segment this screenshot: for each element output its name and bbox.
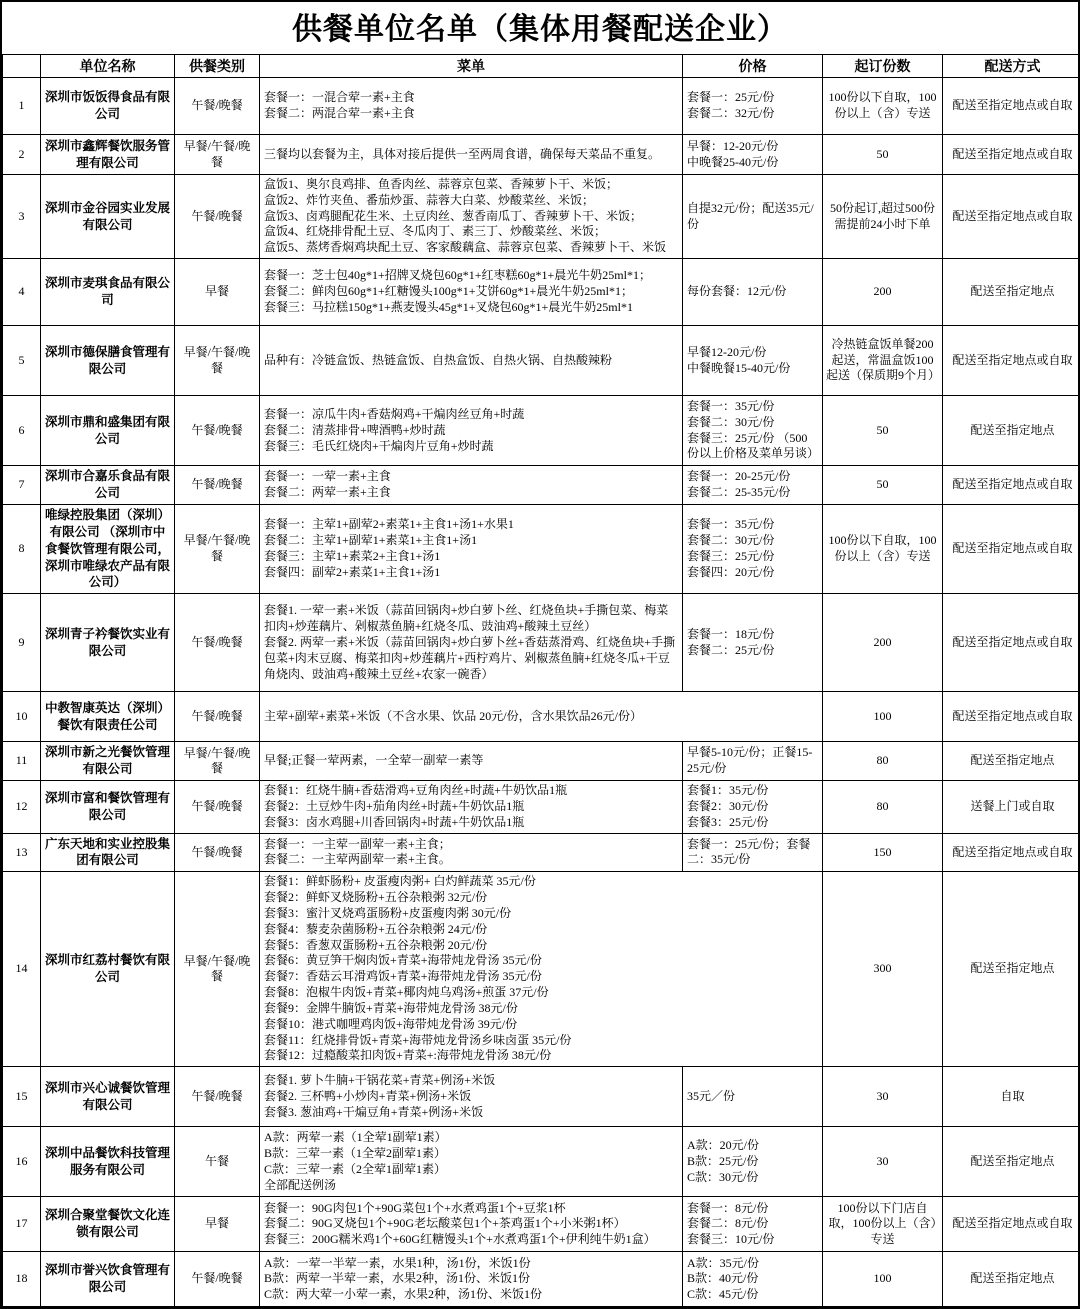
company-name-cell: 深圳合聚堂餐饮文化连锁有限公司 xyxy=(41,1197,175,1252)
row-number-cell: 6 xyxy=(3,396,41,466)
menu-cell: A款：两荤一素（1全荤1副荤1素） B款：三荤一素（1全荤2副荤1素） C款：三荤一素（2全荤1副荤1素） 全部配送例汤 xyxy=(260,1127,683,1197)
price-cell: 套餐1：35元/份 套餐2：30元/份 套餐3：25元/份 xyxy=(683,781,823,833)
company-name-cell: 深圳市饭饭得食品有限公司 xyxy=(41,78,175,135)
company-name-cell: 深圳青子衿餐饮实业有限公司 xyxy=(41,594,175,692)
header-price: 价格 xyxy=(683,55,823,78)
price-cell: 套餐一：25元/份；套餐二：35元/份 xyxy=(683,833,823,872)
menu-cell: 套餐一：主荤1+副荤2+素菜1+主食1+汤1+水果1 套餐二：主荤1+副荤1+素菜1+主食1+汤1 套餐三：主荤1+素菜2+主食1+汤1 套餐四：副荤2+素菜1+主食1+汤1 xyxy=(260,504,683,593)
meal-category-cell: 午餐/晚餐 xyxy=(175,396,260,466)
meal-category-cell: 午餐/晚餐 xyxy=(175,1252,260,1307)
company-name-cell: 深圳市誉兴饮食管理有限公司 xyxy=(41,1252,175,1307)
menu-cell: 套餐1. 一荤一素+米饭（蒜苗回锅肉+炒白萝卜丝、红烧鱼块+手撕包菜、梅菜扣肉+炒莲藕片、剁椒蒸鱼腩+红烧冬瓜、豉油鸡+酸辣土豆丝） 套餐2. 两荤一素+米饭（蒜苗回锅肉+炒白萝卜丝+香菇蒸滑鸡、红烧鱼块+手撕包菜+肉末豆腐、梅菜扣肉+炒莲藕片+西柠鸡片、剁椒蒸鱼腩+红烧冬瓜+干豆角烧肉、豉油鸡+酸辣土豆丝+农家一碗香） xyxy=(260,594,683,692)
price-cell: A款：35元/份 B款：40元/份 C款：45元/份 xyxy=(683,1252,823,1307)
price-cell: 套餐一：25元/份 套餐二：32元/份 xyxy=(683,78,823,135)
menu-cell: A款：一荤一半荤一素，水果1种，汤1份，米饭1份 B款：两荤一半荤一素，水果2种，汤1份、米饭1份 C款：两大荤一小荤一素，水果2种，汤1份、米饭1份 xyxy=(260,1252,683,1307)
delivery-cell: 配送至指定地点或自取 xyxy=(943,175,1080,259)
table-row xyxy=(3,135,1080,175)
delivery-cell: 配送至指定地点 xyxy=(943,872,1080,1067)
min-order-cell: 30 xyxy=(823,1127,943,1197)
min-order-cell: 80 xyxy=(823,781,943,833)
delivery-cell: 配送至指定地点或自取 xyxy=(943,326,1080,396)
table-row xyxy=(3,1197,1080,1252)
meal-category-cell: 早餐 xyxy=(175,259,260,326)
company-name-cell: 深圳市新之光餐饮管理有限公司 xyxy=(41,742,175,781)
row-number-cell: 15 xyxy=(3,1067,41,1127)
table-row xyxy=(3,692,1080,742)
company-name-cell: 深圳市兴心诚餐饮管理有限公司 xyxy=(41,1067,175,1127)
price-cell: 套餐一：35元/份 套餐二：30元/份 套餐三：25元/份 套餐四：20元/份 xyxy=(683,504,823,593)
min-order-cell: 50 xyxy=(823,466,943,505)
meal-category-cell: 午餐/晚餐 xyxy=(175,78,260,135)
delivery-cell: 送餐上门或自取 xyxy=(943,781,1080,833)
min-order-cell: 100 xyxy=(823,692,943,742)
meal-category-cell: 午餐/晚餐 xyxy=(175,781,260,833)
company-name-cell: 深圳市麦琪食品有限公司 xyxy=(41,259,175,326)
price-cell: 套餐一：20-25元/份 套餐二：25-35元/份 xyxy=(683,466,823,505)
header-delivery: 配送方式 xyxy=(943,55,1080,78)
delivery-cell: 配送至指定地点 xyxy=(943,742,1080,781)
delivery-cell: 配送至指定地点或自取 xyxy=(943,78,1080,135)
table-row xyxy=(3,504,1080,593)
min-order-cell: 50 xyxy=(823,396,943,466)
meal-category-cell: 早餐/午餐/晚餐 xyxy=(175,504,260,593)
min-order-cell: 100 xyxy=(823,1252,943,1307)
menu-cell: 套餐1：鲜虾肠粉+ 皮蛋瘦肉粥+ 白灼鲜蔬菜 35元/份 套餐2：鲜虾叉烧肠粉+五谷杂粮粥 32元/份 套餐3：蜜汁叉烧鸡蛋肠粉+皮蛋瘦肉粥 30元/份 套餐4：藜麦杂菌肠粉+五谷杂粮粥 24元/份 套餐5：香葱双蛋肠粉+五谷杂粮粥 20元/份 套餐6：黄豆笋干焖肉饭+青菜+海带炖龙骨汤 35元/份 套餐7：香菇云耳滑鸡饭+青菜+海带炖龙骨汤 35元/份 套餐8：泡椒牛肉饭+青菜+椰肉炖乌鸡汤+煎蛋 37元/份 套餐9：金牌牛腩饭+青菜+海带炖龙骨汤 38元/份 套餐10：港式咖哩鸡肉饭+海带炖龙骨汤 39元/份 套餐11：红烧排骨饭+青菜+海带炖龙骨汤乡味卤蛋 35元/份 套餐12：过瘾酸菜扣肉饭+青菜+:海带炖龙骨汤 38元/份 xyxy=(260,872,823,1067)
row-number-cell: 7 xyxy=(3,466,41,505)
table-row xyxy=(3,396,1080,466)
table-row xyxy=(3,1067,1080,1127)
delivery-cell: 配送至指定地点或自取 xyxy=(943,466,1080,505)
table-row xyxy=(3,1252,1080,1307)
meal-category-cell: 午餐/晚餐 xyxy=(175,466,260,505)
company-name-cell: 广东天地和实业控股集团有限公司 xyxy=(41,833,175,872)
delivery-cell: 配送至指定地点或自取 xyxy=(943,692,1080,742)
company-name-cell: 中教智康英达（深圳）餐饮有限责任公司 xyxy=(41,692,175,742)
min-order-cell: 30 xyxy=(823,1067,943,1127)
row-number-cell: 3 xyxy=(3,175,41,259)
meal-category-cell: 午餐/晚餐 xyxy=(175,692,260,742)
table-row xyxy=(3,466,1080,505)
price-cell: 自提32元/份；配送35元/份 xyxy=(683,175,823,259)
menu-cell: 套餐一：凉瓜牛肉+香菇焖鸡+干煸肉丝豆角+时蔬 套餐二：清蒸排骨+啤酒鸭+炒时蔬 套餐三：毛氏红烧肉+干煸肉片豆角+炒时蔬 xyxy=(260,396,683,466)
row-number-cell: 8 xyxy=(3,504,41,593)
min-order-cell: 100份以下门店自取，100份以上（含）专送 xyxy=(823,1197,943,1252)
row-number-cell: 11 xyxy=(3,742,41,781)
meal-category-cell: 午餐/晚餐 xyxy=(175,175,260,259)
menu-cell: 盒饭1、奥尔良鸡排、鱼香肉丝、蒜蓉京包菜、香辣萝卜干、米饭； 盒饭2、炸竹夹鱼、番茄炒蛋、蒜蓉大白菜、炒酸菜丝、米饭； 盒饭3、卤鸡腿配花生米、土豆肉丝、葱香南瓜丁、香辣萝卜干、米饭； 盒饭4、红烧排骨配土豆、冬瓜肉丁、素三丁、炒酸菜丝、米饭； 盒饭5、蒸烤香焖鸡块配土豆、客家酸藕盒、蒜蓉京包菜、香辣萝卜干、米饭 xyxy=(260,175,683,259)
company-name-cell: 深圳市富和餐饮管理有限公司 xyxy=(41,781,175,833)
table-row xyxy=(3,78,1080,135)
menu-cell: 套餐1：红烧牛腩+香菇滑鸡+豆角肉丝+时蔬+牛奶饮品1瓶 套餐2：土豆炒牛肉+茄角肉丝+时蔬+牛奶饮品1瓶 套餐3：卤水鸡腿+川香回锅肉+时蔬+牛奶饮品1瓶 xyxy=(260,781,683,833)
price-cell: 早餐5-10元/份；正餐15-25元/份 xyxy=(683,742,823,781)
delivery-cell: 配送至指定地点或自取 xyxy=(943,833,1080,872)
company-name-cell: 深圳市鑫辉餐饮服务管理有限公司 xyxy=(41,135,175,175)
menu-cell: 套餐一：一混合荤一素+主食 套餐二：两混合荤一素+主食 xyxy=(260,78,683,135)
table-row xyxy=(3,781,1080,833)
table-row xyxy=(3,259,1080,326)
delivery-cell: 自取 xyxy=(943,1067,1080,1127)
delivery-cell: 配送至指定地点或自取 xyxy=(943,1197,1080,1252)
delivery-cell: 配送至指定地点或自取 xyxy=(943,504,1080,593)
row-number-cell: 13 xyxy=(3,833,41,872)
meal-category-cell: 早餐 xyxy=(175,1197,260,1252)
menu-cell: 套餐一：一荤一素+主食 套餐二：两荤一素+主食 xyxy=(260,466,683,505)
min-order-cell: 冷热链盒饭单餐200起送，常温盒饭100起送（保质期9个月） xyxy=(823,326,943,396)
delivery-cell: 配送至指定地点或自取 xyxy=(943,135,1080,175)
menu-cell: 品种有：冷链盒饭、热链盒饭、自热盒饭、自热火锅、自热酸辣粉 xyxy=(260,326,683,396)
company-name-cell: 深圳市红荔村餐饮有限公司 xyxy=(41,872,175,1067)
header-row xyxy=(3,55,1080,78)
min-order-cell: 100份以下自取，100份以上（含）专送 xyxy=(823,504,943,593)
delivery-cell: 配送至指定地点 xyxy=(943,1127,1080,1197)
price-cell: 套餐一：18元/份 套餐二：25元/份 xyxy=(683,594,823,692)
table-row xyxy=(3,175,1080,259)
price-cell: A款：20元/份 B款：25元/份 C款：30元/份 xyxy=(683,1127,823,1197)
suppliers-table xyxy=(2,54,1080,1307)
company-name-cell: 深圳市鼎和盛集团有限公司 xyxy=(41,396,175,466)
row-number-cell: 12 xyxy=(3,781,41,833)
menu-cell: 早餐;正餐一荤两素，一全荤一副荤一素等 xyxy=(260,742,683,781)
delivery-cell: 配送至指定地点 xyxy=(943,396,1080,466)
meal-category-cell: 早餐/午餐/晚餐 xyxy=(175,326,260,396)
row-number-cell: 14 xyxy=(3,872,41,1067)
row-number-cell: 17 xyxy=(3,1197,41,1252)
delivery-cell: 配送至指定地点 xyxy=(943,259,1080,326)
meal-category-cell: 午餐/晚餐 xyxy=(175,1067,260,1127)
min-order-cell: 50份起订,超过500份需提前24小时下单 xyxy=(823,175,943,259)
company-name-cell: 唯绿控股集团（深圳）有限公司 （深圳市中食餐饮管理有限公司，深圳市唯绿农产品有限公司） xyxy=(41,504,175,593)
header-menu: 菜单 xyxy=(260,55,683,78)
price-cell: 早餐：12-20元/份 中晚餐25-40元/份 xyxy=(683,135,823,175)
menu-cell: 套餐一：一主荤一副荤一素+主食； 套餐二：一主荤两副荤一素+主食。 xyxy=(260,833,683,872)
row-number-cell: 1 xyxy=(3,78,41,135)
price-cell: 35元／份 xyxy=(683,1067,823,1127)
table-row xyxy=(3,742,1080,781)
company-name-cell: 深圳市德保膳食管理有限公司 xyxy=(41,326,175,396)
row-number-cell: 10 xyxy=(3,692,41,742)
min-order-cell: 300 xyxy=(823,872,943,1067)
delivery-cell: 配送至指定地点 xyxy=(943,1252,1080,1307)
company-name-cell: 深圳市金谷园实业发展有限公司 xyxy=(41,175,175,259)
price-cell: 每份套餐：12元/份 xyxy=(683,259,823,326)
min-order-cell: 200 xyxy=(823,259,943,326)
company-name-cell: 深圳中品餐饮科技管理服务有限公司 xyxy=(41,1127,175,1197)
header-unit-name: 单位名称 xyxy=(41,55,175,78)
menu-cell: 三餐均以套餐为主，具体对接后提供一至两周食谱，确保每天菜品不重复。 xyxy=(260,135,683,175)
row-number-cell: 9 xyxy=(3,594,41,692)
min-order-cell: 150 xyxy=(823,833,943,872)
price-cell: 套餐一：35元/份 套餐二：30元/份 套餐三：25元/份 （500份以上价格及菜单另谈） xyxy=(683,396,823,466)
table-row xyxy=(3,872,1080,1067)
row-number-cell: 16 xyxy=(3,1127,41,1197)
header-min-order: 起订份数 xyxy=(823,55,943,78)
delivery-cell: 配送至指定地点或自取 xyxy=(943,594,1080,692)
min-order-cell: 50 xyxy=(823,135,943,175)
menu-cell: 主荤+副荤+素菜+米饭（不含水果、饮品 20元/份，含水果饮品26元/份） xyxy=(260,692,823,742)
menu-cell: 套餐一：芝士包40g*1+招牌叉烧包60g*1+红枣糕60g*1+晨光牛奶25ml*1； 套餐二：鲜肉包60g*1+红糖馒头100g*1+艾饼60g*1+晨光牛奶25ml*1； 套餐三：马拉糕150g*1+燕麦馒头45g*1+叉烧包60g*1+晨光牛奶25ml*1 xyxy=(260,259,683,326)
meal-category-cell: 早餐/午餐/晚餐 xyxy=(175,872,260,1067)
price-cell: 套餐一：8元/份 套餐二：8元/份 套餐三：10元/份 xyxy=(683,1197,823,1252)
min-order-cell: 100份以下自取，100份以上（含）专送 xyxy=(823,78,943,135)
header-meal-category: 供餐类别 xyxy=(175,55,260,78)
table-row xyxy=(3,833,1080,872)
table-row xyxy=(3,326,1080,396)
min-order-cell: 200 xyxy=(823,594,943,692)
meal-category-cell: 午餐/晚餐 xyxy=(175,594,260,692)
price-cell: 早餐12-20元/份 中餐晚餐15-40元/份 xyxy=(683,326,823,396)
company-name-cell: 深圳市合嘉乐食品有限公司 xyxy=(41,466,175,505)
meal-category-cell: 早餐/午餐/晚餐 xyxy=(175,135,260,175)
row-number-cell: 18 xyxy=(3,1252,41,1307)
table-row xyxy=(3,594,1080,692)
header-index xyxy=(3,55,41,78)
row-number-cell: 2 xyxy=(3,135,41,175)
row-number-cell: 4 xyxy=(3,259,41,326)
meal-category-cell: 午餐 xyxy=(175,1127,260,1197)
row-number-cell: 5 xyxy=(3,326,41,396)
menu-cell: 套餐1. 萝卜牛腩+干锅花菜+青菜+例汤+米饭 套餐2. 三杯鸭+小炒肉+青菜+例汤+米饭 套餐3. 葱油鸡+干煸豆角+青菜+例汤+米饭 xyxy=(260,1067,683,1127)
meal-category-cell: 早餐/午餐/晚餐 xyxy=(175,742,260,781)
min-order-cell: 80 xyxy=(823,742,943,781)
meal-category-cell: 午餐/晚餐 xyxy=(175,833,260,872)
menu-cell: 套餐一：90G肉包1个+90G菜包1个+水煮鸡蛋1个+豆浆1杯 套餐二：90G叉烧包1个+90G老坛酸菜包1个+茶鸡蛋1个+小米粥1杯） 套餐三：200G糯米鸡1个+60G红糖馒头1个+水煮鸡蛋1个+伊利纯牛奶1盒） xyxy=(260,1197,683,1252)
page-title: 供餐单位名单（集体用餐配送企业） xyxy=(2,2,1078,54)
table-row xyxy=(3,1127,1080,1197)
